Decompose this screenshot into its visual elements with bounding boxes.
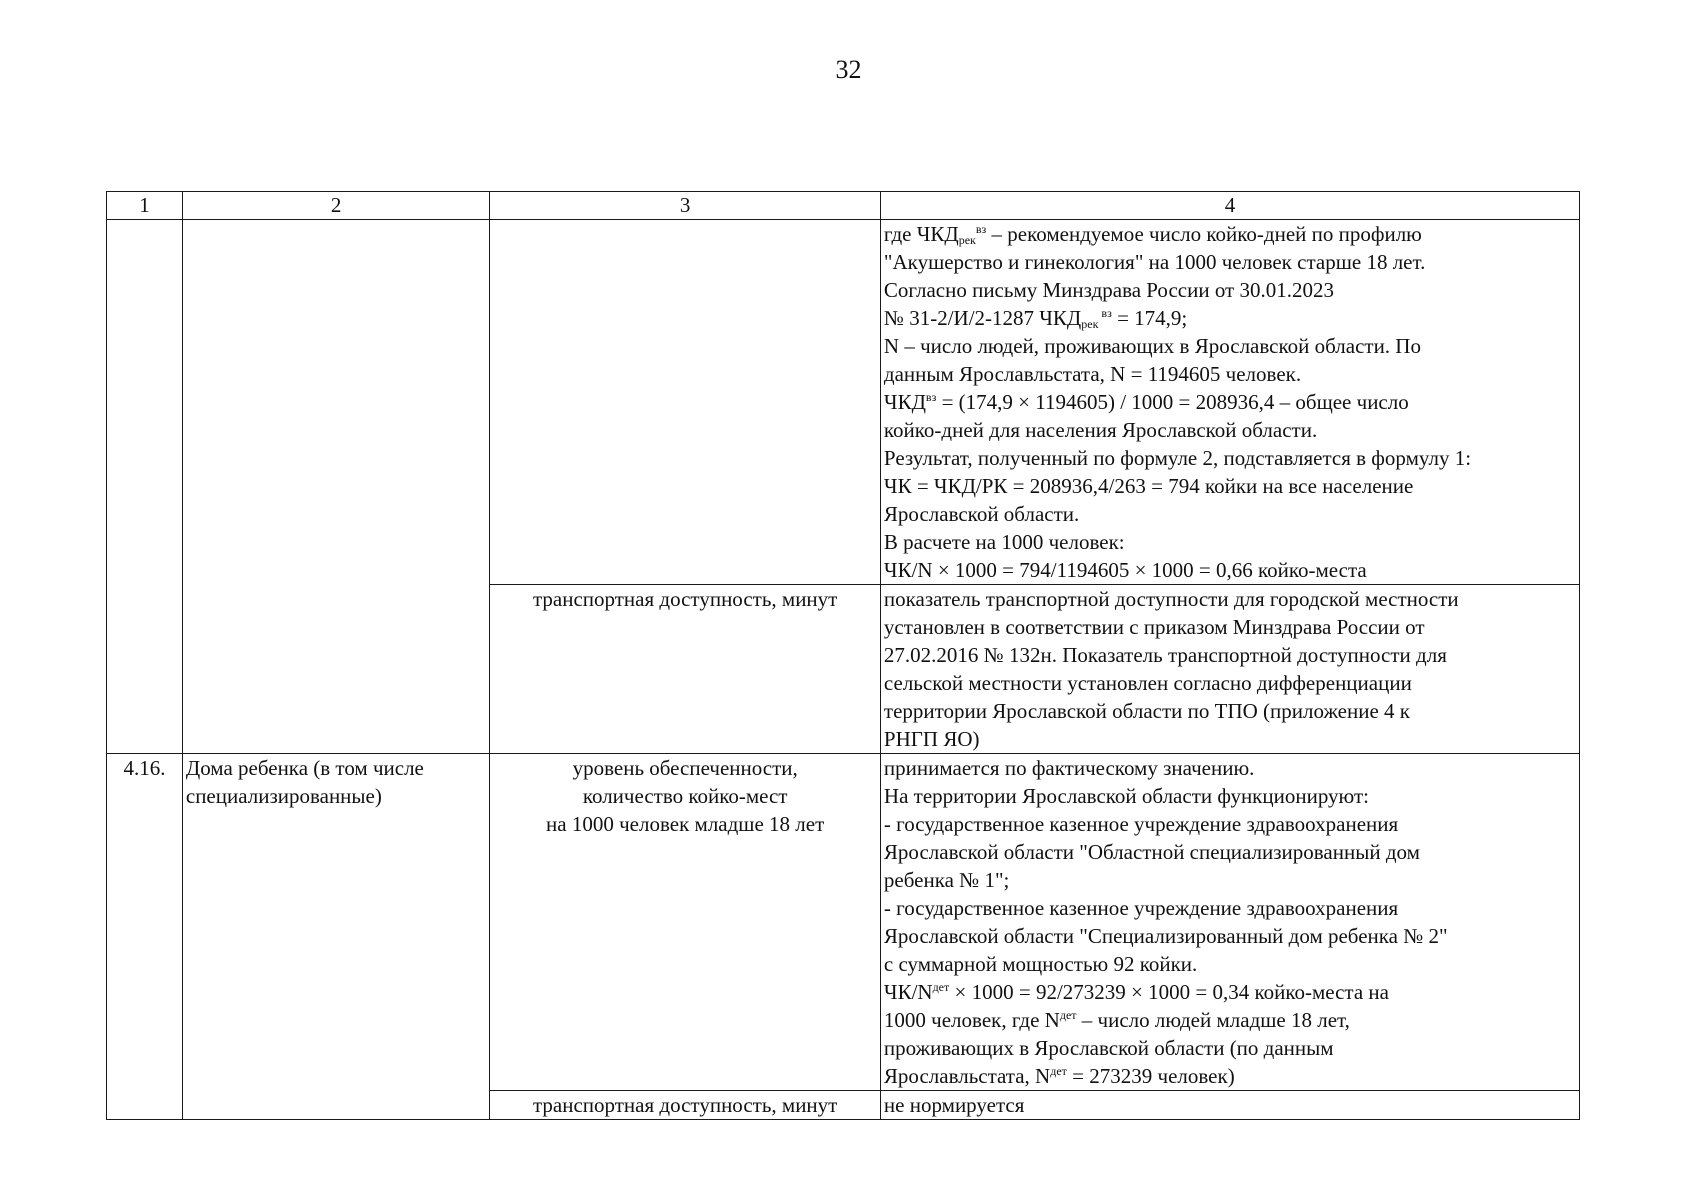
text-line: показатель транспортной доступности для городской местности bbox=[883, 587, 1459, 611]
header-cell-4: 4 bbox=[880, 192, 1579, 220]
value-cell-formula bbox=[880, 220, 1579, 585]
text-line: В расчете на 1000 человек: bbox=[883, 530, 1125, 554]
table-row bbox=[107, 220, 1580, 585]
text-line: - государственное казенное учреждение здравоохранения bbox=[883, 812, 1399, 836]
text-line: ребенка № 1"; bbox=[883, 868, 1010, 892]
text-line: $ЧКД^{вз} = (174,9 \times 1194605) / 1000 = 208936,4$ – общее число bbox=[883, 390, 1409, 414]
header-cell-1: 1 bbox=[107, 192, 183, 220]
object-name-cell-empty bbox=[182, 220, 490, 754]
text-line: на 1000 человек младше 18 лет bbox=[546, 812, 825, 836]
row-number-cell: 4.16. bbox=[107, 754, 183, 1120]
text-line: На территории Ярославской области функционируют: bbox=[883, 784, 1369, 808]
text-line: с суммарной мощностью 92 койки. bbox=[883, 952, 1198, 976]
norms-table bbox=[106, 191, 1580, 1120]
text-line: территории Ярославской области по ТПО (приложение 4 к bbox=[883, 699, 1410, 723]
header-cell-3: 3 bbox=[490, 192, 881, 220]
text-line: сельской местности установлен согласно дифференциации bbox=[883, 671, 1412, 695]
page-number: 32 bbox=[835, 55, 862, 84]
text-line: Ярославской области "Областной специализированный дом bbox=[883, 840, 1420, 864]
text-line: установлен в соответствии с приказом Минздрава России от bbox=[883, 615, 1425, 639]
text-line: 27.02.2016 № 132н. Показатель транспортной доступности для bbox=[883, 643, 1447, 667]
text-line: РНГП ЯО) bbox=[883, 727, 980, 751]
text-line: "Акушерство и гинекология" на 1000 человек старше 18 лет. bbox=[883, 250, 1426, 274]
text-line: количество койко-мест bbox=[582, 784, 788, 808]
text-line: Ярославльстата, $N^{дет} = 273239$ человек) bbox=[883, 1064, 1235, 1088]
table-row bbox=[107, 754, 1580, 1091]
header-cell-2: 2 bbox=[182, 192, 490, 220]
value-cell bbox=[880, 585, 1579, 754]
text-line: ЧК = ЧКД/РК = 208936,4/263 = 794 койки на все население bbox=[883, 474, 1414, 498]
value-cell: не нормируется bbox=[880, 1091, 1579, 1120]
text-line: специализированные) bbox=[185, 784, 382, 808]
text-line: - государственное казенное учреждение здравоохранения bbox=[883, 896, 1399, 920]
text-line: N – число людей, проживающих в Ярославской области. По bbox=[883, 334, 1421, 358]
table-header-row bbox=[107, 192, 1580, 220]
indicator-cell: транспортная доступность, минут bbox=[490, 1091, 881, 1120]
text-line: № 31-2/И/2-1287 $ЧКД_{рек}$ $^{вз}$ = 174,9; bbox=[883, 306, 1188, 331]
text-line: данным Ярославльстата, N = 1194605 человек. bbox=[883, 362, 1302, 386]
text-line: проживающих в Ярославской области (по данным bbox=[883, 1036, 1334, 1060]
text-line: 1000 человек, где $N^{дет}$ – число людей младше 18 лет, bbox=[883, 1008, 1350, 1032]
row-number-cell-empty bbox=[107, 220, 183, 754]
text-line: Ярославской области. bbox=[883, 502, 1080, 526]
text-line: где $ЧКД_{рек}^{вз}$ – рекомендуемое число койко-дней по профилю bbox=[883, 222, 1422, 247]
text-line: Ярославской области "Специализированный дом ребенка № 2" bbox=[883, 924, 1448, 948]
text-line: ЧК/N × 1000 = 794/1194605 × 1000 = 0,66 койко-места bbox=[883, 558, 1367, 582]
text-line: принимается по фактическому значению. bbox=[883, 756, 1255, 780]
text-line: Результат, полученный по формуле 2, подставляется в формулу 1: bbox=[883, 446, 1472, 470]
indicator-cell: транспортная доступность, минут bbox=[490, 585, 881, 754]
text-line: уровень обеспеченности, bbox=[572, 756, 798, 780]
object-name-cell bbox=[182, 754, 490, 1120]
text-line: койко-дней для населения Ярославской области. bbox=[883, 418, 1318, 442]
text-line: Согласно письму Минздрава России от 30.01.2023 bbox=[883, 278, 1334, 302]
text-line: Дома ребенка (в том числе bbox=[185, 756, 424, 780]
value-cell bbox=[880, 754, 1579, 1091]
indicator-cell bbox=[490, 754, 881, 1091]
indicator-cell-empty bbox=[490, 220, 881, 585]
text-line: $ЧК/N^{дет} \times 1000 = 92/273239 \times 1000 = 0,34$ койко-места на bbox=[883, 980, 1389, 1004]
